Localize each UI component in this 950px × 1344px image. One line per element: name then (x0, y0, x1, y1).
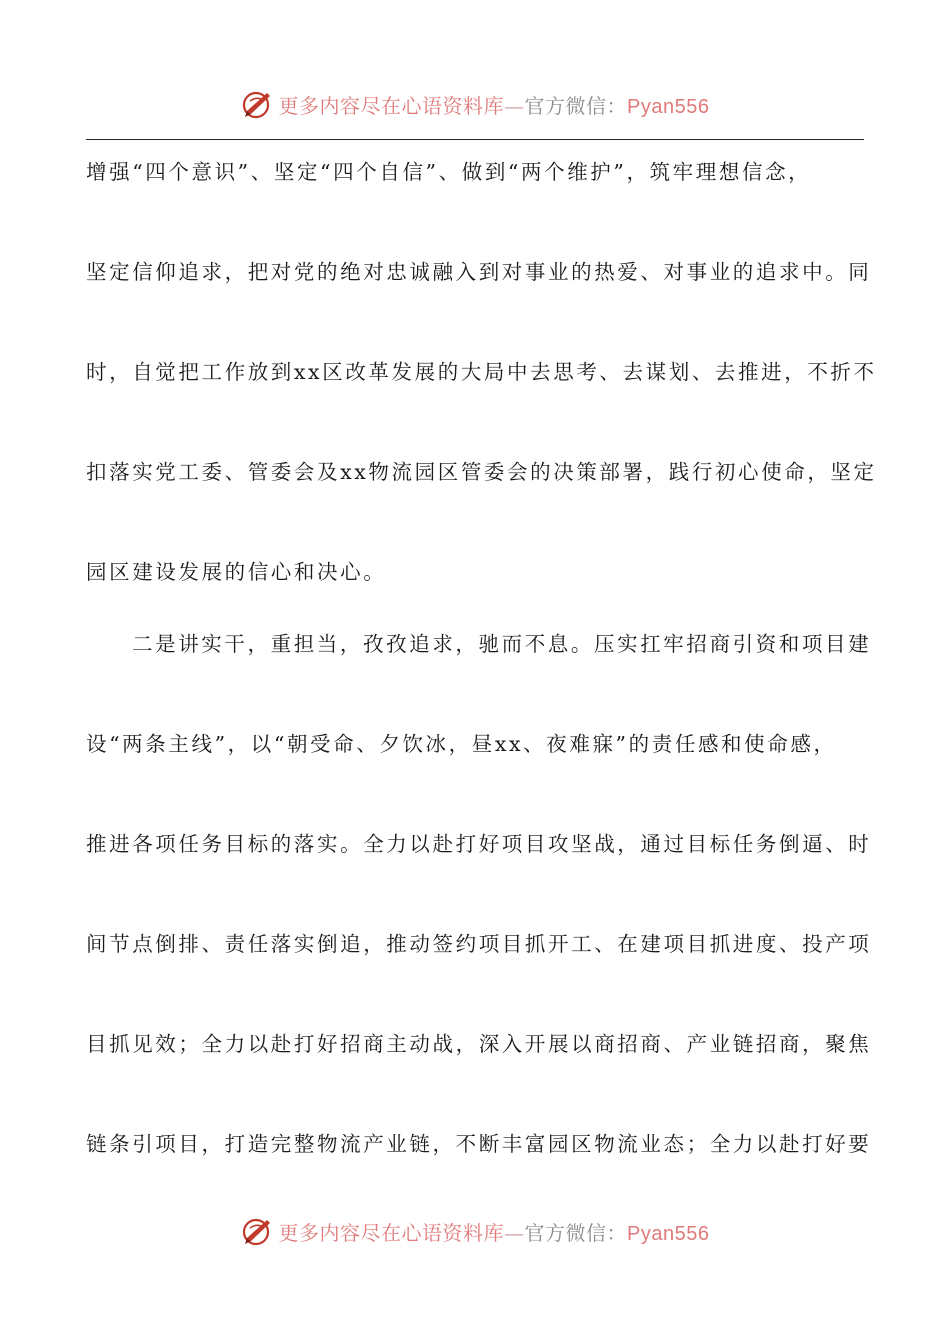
footer-wechat-label: 官方微信： (524, 1220, 628, 1245)
page-footer (0, 1211, 950, 1251)
body-line: 设“两条主线”，以“朝受命、夕饮冰，昼xx、夜难寐”的责任感和使命感， (86, 732, 837, 756)
body-line: 扣落实党工委、管委会及xx物流园区管委会的决策部署，践行初心使命，坚定 (86, 460, 877, 484)
page-header (0, 84, 950, 124)
body-line: 增强“四个意识”、坚定“四个自信”、做到“两个维护”，筑牢理想信念， (86, 160, 812, 184)
footer-wechat-id: Pyan556 (627, 1222, 710, 1245)
pen-logo-icon (241, 1214, 275, 1248)
pen-logo-icon (241, 87, 275, 121)
body-line: 目抓见效；全力以赴打好招商主动战，深入开展以商招商、产业链招商，聚焦 (86, 1032, 872, 1056)
body-line: 链条引项目，打造完整物流产业链，不断丰富园区物流业态；全力以赴打好要 (86, 1132, 872, 1156)
header-brand: 更多内容尽在心语资料库 (278, 93, 505, 118)
body-line: 二是讲实干，重担当，孜孜追求，驰而不息。压实扛牢招商引资和项目建 (132, 632, 872, 656)
body-line: 间节点倒排、责任落实倒追，推动签约项目抓开工、在建项目抓进度、投产项 (86, 932, 872, 956)
header-text (279, 90, 710, 119)
body-line: 坚定信仰追求，把对党的绝对忠诚融入到对事业的热爱、对事业的追求中。同 (86, 260, 872, 284)
footer-brand: 更多内容尽在心语资料库 (278, 1220, 505, 1245)
document-body (86, 150, 877, 1222)
header-divider (86, 139, 864, 140)
body-line: 园区建设发展的信心和决心。 (86, 560, 387, 584)
header-wechat-label: 官方微信： (524, 93, 628, 118)
body-line: 推进各项任务目标的落实。全力以赴打好项目攻坚战，通过目标任务倒逼、时 (86, 832, 872, 856)
body-line: 时，自觉把工作放到xx区改革发展的大局中去思考、去谋划、去推进，不折不 (86, 360, 877, 384)
footer-separator: — (504, 1220, 525, 1245)
footer-text (279, 1217, 710, 1246)
header-wechat-id: Pyan556 (627, 95, 710, 118)
header-separator: — (504, 93, 525, 118)
